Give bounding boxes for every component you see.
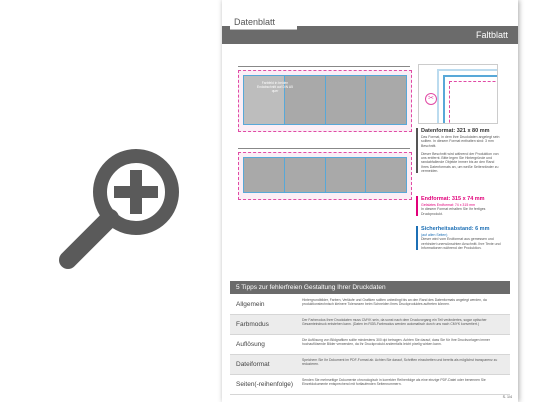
tip-text: Der Farbmodus Ihrer Druckdaten muss CMYK sein, da sonst nach dem Druckvorgang ein Teil verändertes, sogar optischer Gesamteindruck entstehen kann. (Daten im RGB-Farbmodus werden automatisch durch uns nach CMYK konvertiert.) [302, 318, 487, 327]
trim-line [449, 81, 498, 124]
zoom-in-magnifier-icon[interactable] [48, 140, 208, 270]
corner-detail-box [418, 64, 498, 124]
layout-strip-outer [238, 70, 412, 132]
tip-text: Speichern Sie Ihr Dokument im PDF-Format ab. Achten Sie darauf, Schriften einzubetten und bereits als möglichst transparenz zu reduzieren. [302, 358, 498, 367]
page-number: S. 1/4 [502, 395, 512, 399]
panel [244, 158, 284, 192]
layout-strip-panels [243, 157, 407, 193]
tip-row [230, 375, 510, 395]
scissors-icon: ✂ [425, 93, 437, 105]
tip-name: Dateiformat [236, 361, 270, 368]
panel [366, 158, 406, 192]
panel [366, 76, 406, 124]
tip-text: Senden Sie mehrseitige Dokumente chronologisch in korrekter Reihenfolge als eine einzige PDF-Datei oder benennen Sie Einzeldokumente entsprechend mit fortlaufenden Seitennummern. [302, 378, 486, 387]
tip-name: Seiten(-reihenfolge) [236, 381, 294, 388]
tip-name: Farbmodus [236, 321, 269, 328]
tips-table [230, 295, 510, 395]
datenformat-info: Datenformat: 321 x 80 mm Das Format, in dem Ihre Druckdaten angelegt sein sollten. In diesem Format enthalten sind: 3 mm Beschnitt. Dieser Beschnitt wird während der Produktion von uns entfernt. Bitte legen Sie Hintergründe und randabfallende Objekte immer bis an den Rand Ihres Datenformats an, um weiße Seitenränder zu vermeiden. [416, 128, 503, 173]
tip-row [230, 355, 510, 375]
datasheet-tab: Datenblatt [230, 16, 297, 30]
datasheet-page [222, 0, 518, 402]
width-measure-line [238, 66, 410, 69]
panel [326, 76, 366, 124]
tip-name: Auflösung [236, 341, 265, 348]
tip-name: Allgemein [236, 301, 265, 308]
tip-text: Die Auflösung von Bildgrafiken sollte mindestens 300 dpi betragen. Achten Sie darauf, dass Sie für Ihre Druckvorlagen immer hochauflösende Bilder verwenden, da Ihr Druckprodukt andernfalls leicht pixelig wirken kann. [302, 338, 490, 347]
page-title: Faltblatt [475, 30, 508, 40]
panel [326, 158, 366, 192]
sicherheitsabstand-info: Sicherheitsabstand: 6 mm (auf allen Seiten) Dieser wird vom Endformat aus gemessen und verhindert unerwünschten Anschnitt. Ihre Texte und Informationen während der Produktion. [416, 226, 503, 250]
panel-annotation: Farbfeld in beiden Endabschnitt auf DIN A5 quer [257, 81, 293, 93]
layout-strip-inner [238, 152, 412, 200]
tip-row [230, 295, 510, 315]
tips-header: 5 Tipps zur fehlerfreien Gestaltung Ihrer Druckdaten [230, 281, 510, 294]
endformat-info: Endformat: 315 x 74 mm Gefalztes Endformat: 74 x 315 mm In diesem Format erhalten Sie Ihr fertiges Druckprodukt. [416, 196, 503, 216]
tip-row [230, 335, 510, 355]
tip-row [230, 315, 510, 335]
tip-text: Hintergrundbilder, Farben, Verläufe und Grafiken sollten unbedingt bis an den Rand des Datenformats angelegt werden, da produktionstechnisch kleinere Toleranzen beim Schneiden Ihres Druckproduktes auftreten können. [302, 298, 487, 307]
width-measure-line [238, 148, 410, 151]
panel [285, 158, 325, 192]
